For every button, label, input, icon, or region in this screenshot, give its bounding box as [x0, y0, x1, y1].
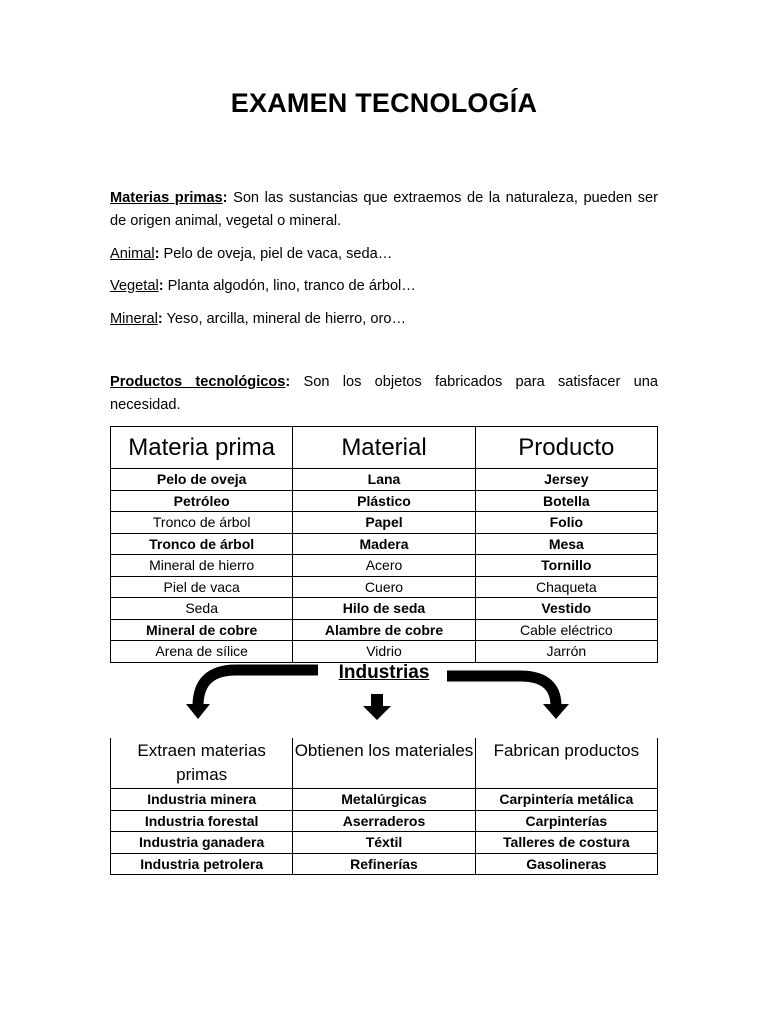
colon: :	[222, 190, 228, 206]
table-row	[111, 853, 658, 875]
table-cell: Piel de vaca	[111, 576, 293, 598]
table-cell: Industria forestal	[111, 810, 293, 832]
table-cell: Mineral de hierro	[111, 555, 293, 577]
table-cell: Refinerías	[293, 853, 475, 875]
table-cell: Cable eléctrico	[475, 619, 657, 641]
header-material: Material	[293, 427, 475, 469]
table-cell: Industria minera	[111, 789, 293, 811]
table-cell: Mesa	[475, 533, 657, 555]
colon: :	[285, 374, 291, 390]
table-cell: Mineral de cobre	[111, 619, 293, 641]
table-cell: Folio	[475, 512, 657, 534]
mineral-term: Mineral	[110, 311, 158, 327]
industrias-label: Industrias	[338, 662, 430, 683]
table-row	[111, 810, 658, 832]
center-arrowhead-icon	[363, 706, 391, 720]
table-cell: Carpinterías	[475, 810, 657, 832]
colon: :	[157, 311, 163, 327]
table-cell: Papel	[293, 512, 475, 534]
table-cell: Madera	[293, 533, 475, 555]
table-cell: Vestido	[475, 598, 657, 620]
table-row	[111, 832, 658, 854]
center-arrow-shaft-icon	[371, 694, 383, 707]
page-title: EXAMEN TECNOLOGÍA	[230, 88, 538, 118]
animal-text: Pelo de oveja, piel de vaca, seda…	[159, 246, 393, 262]
productos-text: Son los objetos fabricados para satisfacer una necesidad.	[110, 374, 659, 413]
mineral-text: Yeso, arcilla, mineral de hierro, oro…	[162, 311, 407, 327]
table-cell: Gasolineras	[475, 853, 657, 875]
table-cell: Cuero	[293, 576, 475, 598]
table-cell: Vidrio	[293, 641, 475, 663]
vegetal-term: Vegetal	[110, 278, 159, 294]
productos-term: Productos tecnológicos	[110, 374, 286, 390]
table-cell: Téxtil	[293, 832, 475, 854]
table-cell: Jersey	[475, 469, 657, 491]
table-cell: Metalúrgicas	[293, 789, 475, 811]
table-cell: Industria ganadera	[111, 832, 293, 854]
materias-primas-term: Materias primas	[110, 190, 223, 206]
vegetal-text: Planta algodón, lino, tranco de árbol…	[163, 278, 416, 294]
left-arrowhead-icon	[186, 704, 210, 719]
table-cell: Hilo de seda	[293, 598, 475, 620]
table-cell: Pelo de oveja	[111, 469, 293, 491]
table-cell: Lana	[293, 469, 475, 491]
table-cell: Tronco de árbol	[111, 512, 293, 534]
table-header-row	[111, 738, 658, 789]
table-cell: Seda	[111, 598, 293, 620]
table-row	[111, 789, 658, 811]
table-cell: Tornillo	[475, 555, 657, 577]
header-obtienen: Obtienen los materiales	[293, 738, 475, 789]
table-cell: Industria petrolera	[111, 853, 293, 875]
table-cell: Plástico	[293, 490, 475, 512]
colon: :	[154, 246, 160, 262]
table-cell: Arena de sílice	[111, 641, 293, 663]
header-extraen: Extraen materias primas	[111, 738, 293, 789]
colon: :	[158, 278, 164, 294]
header-producto: Producto	[475, 427, 657, 469]
table-cell: Talleres de costura	[475, 832, 657, 854]
table-cell: Tronco de árbol	[111, 533, 293, 555]
table-cell: Chaqueta	[475, 576, 657, 598]
table-cell: Jarrón	[475, 641, 657, 663]
table-cell: Botella	[475, 490, 657, 512]
industries-table	[110, 738, 658, 875]
right-arrowhead-icon	[543, 704, 569, 719]
table-cell: Petróleo	[111, 490, 293, 512]
materias-primas-text: Son las sustancias que extraemos de la naturaleza, pueden ser de origen animal, vegetal o mineral.	[110, 190, 658, 229]
table-cell: Aserraderos	[293, 810, 475, 832]
table-cell: Alambre de cobre	[293, 619, 475, 641]
animal-term: Animal	[110, 246, 155, 262]
header-materia-prima: Materia prima	[111, 427, 293, 469]
table-cell: Acero	[293, 555, 475, 577]
header-fabrican: Fabrican productos	[475, 738, 657, 789]
table-cell: Carpintería metálica	[475, 789, 657, 811]
